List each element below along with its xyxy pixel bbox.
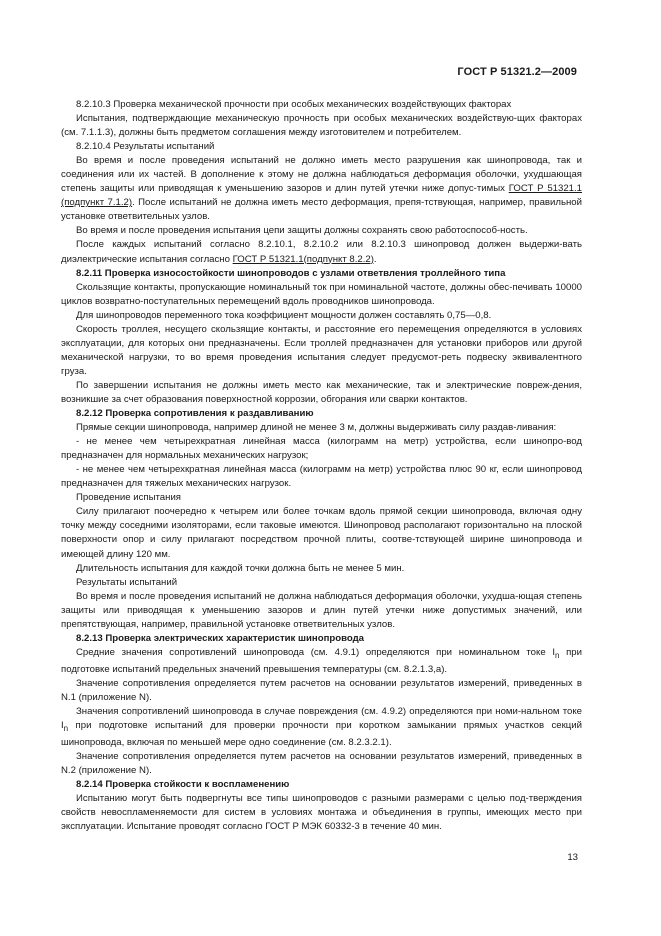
paragraph-text: . <box>373 253 377 265</box>
reference-link[interactable]: ГОСТ Р 51321.1(подпункт 8.2.2) <box>232 253 374 265</box>
paragraph: Скорость троллея, несущего скользящие контакты, и расстояние его перемещения определяются в условиях эксплуатации, для которых они предназначены. Если троллей предназначен для установки приборов или другой механической нагрузки, то во время проведения испытания следует предусмот-реть подвеску эквивалентного груза. <box>61 323 582 377</box>
section-heading-8-2-14: 8.2.14 Проверка стойкости к воспламенению <box>76 779 290 791</box>
paragraph-text: Значения сопротивлений шинопровода в случае повреждения (см. 4.9.2) определяются при номи-нальном токе I <box>61 705 582 731</box>
document-body <box>61 98 582 834</box>
subscript: n <box>63 723 69 733</box>
subheading: Результаты испытаний <box>76 576 178 588</box>
paragraph-text: После каждых испытаний согласно 8.2.10.1, 8.2.10.2 или 8.2.10.3 шинопровод должен выдержи-вать диэлектрические испытания согласно <box>61 239 582 265</box>
section-heading-8-2-11: 8.2.11 Проверка износостойкости шинопроводов с узлами ответвления троллейного типа <box>76 267 506 279</box>
paragraph: По завершении испытания не должны иметь место как механические, так и электрические повреж-дения, возникшие за счет образования поверхностной коррозии, обгорания или сварки контактов. <box>61 379 582 405</box>
paragraph: Значение сопротивления определяется путем расчетов на основании результатов измерений, приведенных в N.2 (приложение N). <box>61 750 582 777</box>
subscript: n <box>555 650 560 660</box>
paragraph <box>61 646 582 677</box>
paragraph <box>61 705 582 750</box>
paragraph: Прямые секции шинопровода, например длиной не менее 3 м, должны выдерживать силу раздав-ливания: <box>76 422 557 434</box>
reference-link[interactable]: ГОСТ Р 51321.1 (подпункт 7.1.2) <box>61 183 583 209</box>
list-item: - не менее чем четырехкратная линейная масса (килограмм на метр) устройства плюс 90 кг, если шинопровод предназначен для тяжелых механических нагрузок. <box>61 464 582 490</box>
paragraph: Во время и после проведения испытания цепи защиты должны сохранять свою работоспособ-ность. <box>76 225 528 237</box>
paragraph <box>61 154 582 224</box>
paragraph: Испытания, подтверждающие механическую прочность при особых механических воздействую-щих факторах (см. 7.1.1.3), должны быть предметом соглашения между изготовителем и потребителем. <box>61 113 582 139</box>
paragraph-text: Средние значения сопротивлений шинопровода (см. 4.9.1) определяются при номинальном токе I <box>76 646 555 658</box>
paragraph-text: при подготовке испытаний предельных значений превышения температуры (см. 8.2.1.3,а). <box>61 646 583 675</box>
section-heading-8-2-13: 8.2.13 Проверка электрических характеристик шинопровода <box>76 632 365 644</box>
paragraph: Длительность испытания для каждой точки должна быть не менее 5 мин. <box>76 562 405 574</box>
paragraph: Скользящие контакты, пропускающие номинальный ток при номинальной частоте, должны обес-печивать 10000 циклов возвратно-поступательных перемещений вдоль проводников шинопровода. <box>61 281 582 307</box>
paragraph <box>61 238 582 266</box>
list-item: - не менее чем четырехкратная линейная масса (килограмм на метр) устройства, если шинопро-вод предназначен для нормальных механических нагрузок; <box>61 436 582 462</box>
section-heading-8-2-12: 8.2.12 Проверка сопротивления к раздавливанию <box>76 408 314 420</box>
subheading: Проведение испытания <box>76 492 181 504</box>
section-heading-8-2-10-4: 8.2.10.4 Результаты испытаний <box>76 141 215 153</box>
paragraph-text: . После испытаний не должна иметь место деформация, препя-тствующая, например, правильной установке ответвительных узлов. <box>61 197 582 223</box>
standard-code: ГОСТ Р 51321.2—2009 <box>457 66 577 78</box>
paragraph: Значение сопротивления определяется путем расчетов на основании результатов измерений, приведенных в N.1 (приложение N). <box>61 677 582 703</box>
section-heading-8-2-10-3: 8.2.10.3 Проверка механической прочности при особых механических воздействующих факторах <box>76 99 512 110</box>
page-number: 13 <box>567 852 578 863</box>
paragraph: Во время и после проведения испытаний не должна наблюдаться деформация оболочки, ухудша-ющая степень защиты или приводящая к уменьшению зазоров и длин путей утечки ниже допустимых значений, или препятствующая, например, правильной установке ответвительных узлов. <box>61 590 582 630</box>
paragraph: Испытанию могут быть подвергнуты все типы шинопроводов с разными размерами с целью под-тверждения свойств невоспламеняемости для систем в условиях монтажа и объединения в группы, имеющих место при эксплуатации. Испытание проводят согласно ГОСТ Р МЭК 60332-3 в течение 40 мин. <box>61 793 582 833</box>
paragraph: Силу прилагают поочередно к четырем или более точкам вдоль прямой секции шинопровода, включая одну точку между соседними изоляторами, если таковые имеются. Шинопровод располагают горизонтально на плоской поверхности опор и силу прилагают посредством прочной плиты, соотве-тствующей ширине шинопровода и имеющей длину 120 мм. <box>61 506 582 560</box>
paragraph: Для шинопроводов переменного тока коэффициент мощности должен составлять 0,75—0,8. <box>76 309 492 321</box>
paragraph-text: Во время и после проведения испытаний не должно иметь место разрушения как шинопровода, так и соединения или их частей. В дополнение к этому не должна наблюдаться деформация оболочки, ухудшающая степень защиты или приводящая к уменьшению зазоров и длин путей утечки ниже допус-тимых <box>61 155 582 195</box>
paragraph-text: при подготовке испытаний для проверки прочности при коротком замыкании прямых участков секций шинопровода, включая по меньшей мере одно соединение (см. 8.2.3.2.1). <box>61 719 582 748</box>
